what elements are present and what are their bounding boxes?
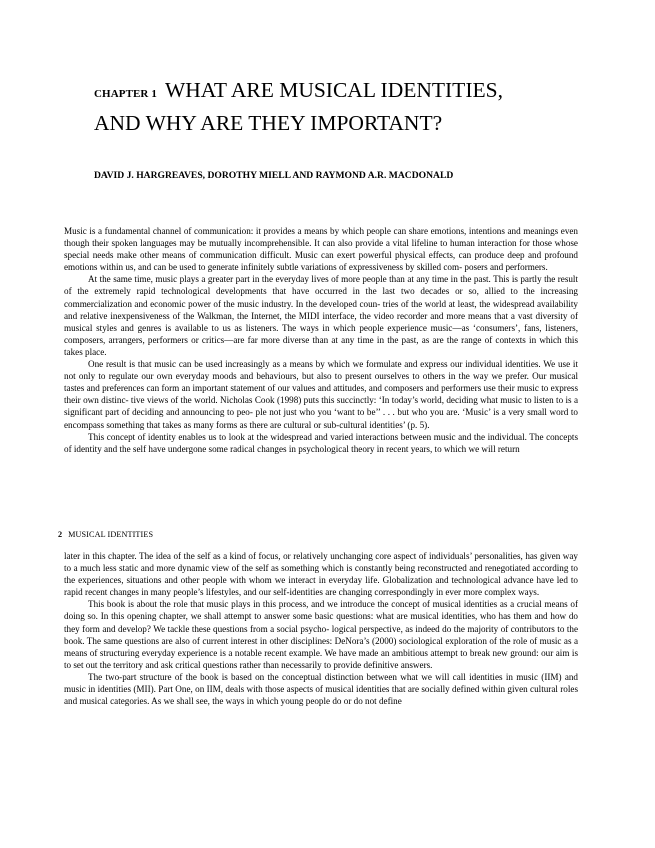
authors: DAVID J. HARGREAVES, DOROTHY MIELL AND RAYMOND A.R. MACDONALD: [94, 170, 454, 181]
chapter-title-text-1: WHAT ARE MUSICAL IDENTITIES,: [164, 78, 503, 102]
paragraph: At the same time, music plays a greater part in the everyday lives of more people than at any time in the past. This is partly the result of the extremely rapid technological developments that have occurred in the last two decades or so, allied to the increasing commercialization and economic power of the music industry. In the developed coun- tries of the world at least, the widespread availability and relative inexpensiveness of the Walkman, the Internet, the MIDI interface, the video recorder and more means that a vast diversity of musical styles and genres is available to us as listeners. The ways in which people experience music—as ‘consumers’, fans, listeners, composers, arrangers, performers or critics—are far more diverse than at any time in the past, as are the range of contexts in which this takes place.: [64, 274, 578, 357]
page-1-body: [64, 225, 578, 455]
paragraph: This concept of identity enables us to look at the widespread and varied interactions between music and the individual. The concepts of identity and the self have undergone some radical changes in psychological theory in recent years, to which we will return: [64, 431, 578, 454]
running-head-label: MUSICAL IDENTITIES: [68, 530, 154, 539]
chapter-title-line-2: AND WHY ARE THEY IMPORTANT?: [94, 111, 443, 135]
paragraph: One result is that music can be used increasingly as a means by which we formulate and express our individual identities. We use it not only to regulate our own everyday moods and behaviours, but also to present ourselves to others in the way we prefer. Our musical tastes and preferences can form an important statement of our values and attitudes, and composers and performers use their music to express their own distinc- tive views of the world. Nicholas Cook (1998) puts this succinctly: ‘In today’s world, deciding what music to listen to is a significant part of deciding and announcing to peo- ple not just who you ‘want to be’’ . . . but who you are. ‘Music’ is a very small word to encompass something that takes as many forms as there are cultural or sub-cultural identities’ (p. 5).: [64, 359, 578, 430]
paragraph: The two-part structure of the book is based on the conceptual distinction between what we will call identities in music (IIM) and music in identities (MII). Part One, on IIM, deals with those aspects of musical identities that are socially defined within given cultural roles and musical categories. As we shall see, the ways in which young people do or do not define: [64, 671, 578, 707]
paragraph: Music is a fundamental channel of communication: it provides a means by which people can share emotions, intentions and meanings even though their spoken languages may be mutually incomprehensible. It can also provide a vital lifeline to human interaction for those whose special needs make other means of communication difficult. Music can exert powerful physical effects, can produce deep and profound emotions within us, and can be used to generate infinitely subtle variations of expressiveness by skilled com- posers and performers.: [64, 226, 578, 273]
paragraph: later in this chapter. The idea of the self as a kind of focus, or relatively unchanging core aspect of individuals’ personalities, has given way to a much less static and more dynamic view of the self as something which is constantly being reconstructed and renegotiated according to the experiences, situations and other people with whom we interact in everyday life. Globalization and technological advance have led to rapid recent changes in many people’s lifestyles, and our self-identities are changing correspondingly in ever more complex ways.: [64, 551, 578, 598]
chapter-title-line-1: [94, 76, 564, 109]
chapter-title: [94, 76, 564, 138]
paragraph: This book is about the role that music plays in this process, and we introduce the concept of musical identities as a crucial means of doing so. In this opening chapter, we shall attempt to answer some basic questions: what are musical identities, who has them and how do they form and develop? We tackle these questions from a social psycho- logical perspective, as indeed do the majority of contributors to the book. The same questions are also of current interest in other disciplines: DeNora’s (2000) sociological exploration of the role of music as a means of structuring everyday experience is a notable recent example. We have made an ambitious attempt to break new ground: our aim is to set out the territory and ask critical questions rather than necessarily to provide definitive answers.: [64, 599, 578, 670]
running-head: [58, 530, 153, 539]
page-2-body: [64, 550, 578, 707]
chapter-label: CHAPTER 1: [94, 88, 157, 100]
page-number: 2: [58, 530, 63, 539]
